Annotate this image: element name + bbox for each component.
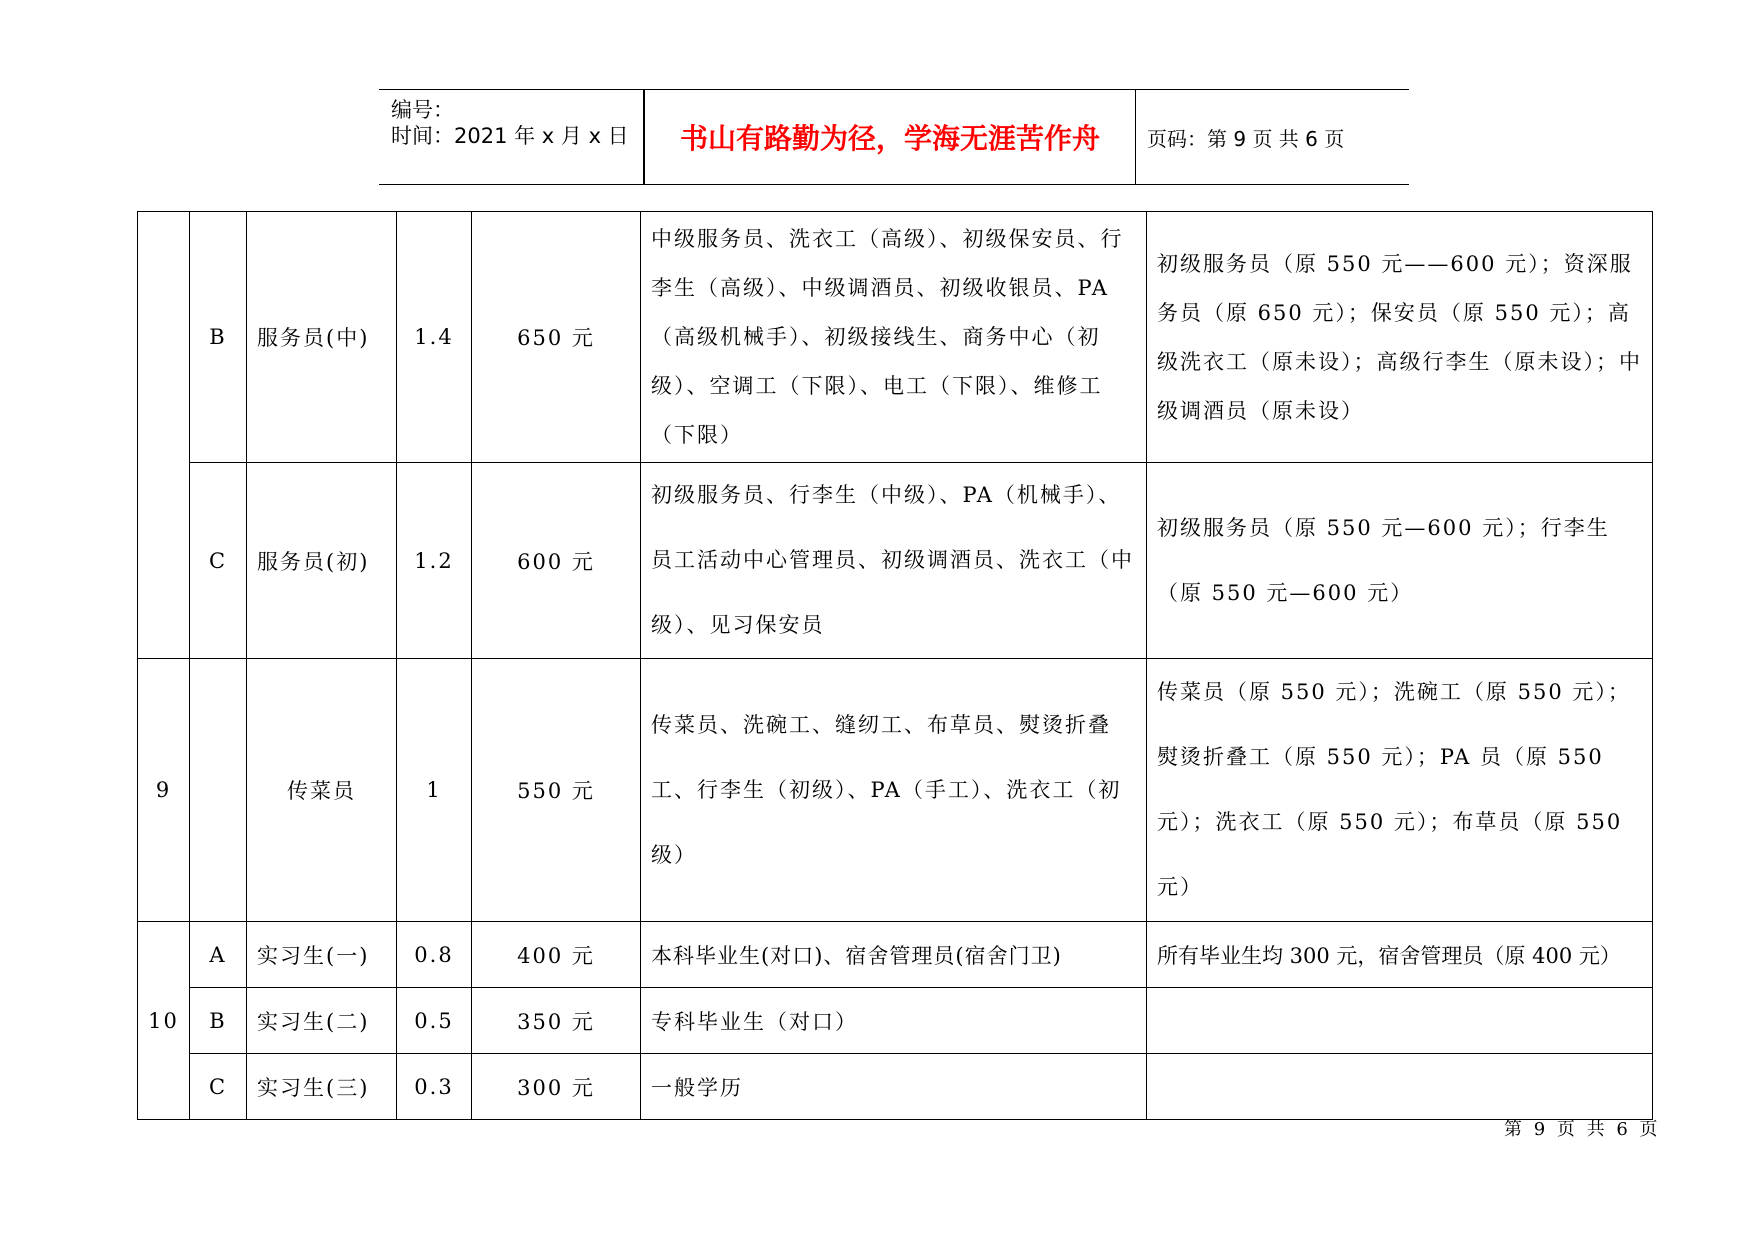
salary-cell: 650 元 (472, 212, 641, 463)
notes-cell: 所有毕业生均 300 元，宿舍管理员（原 400 元） (1147, 922, 1653, 988)
coefficient-cell: 1.4 (397, 212, 472, 463)
table-row (138, 988, 1653, 1054)
title-cell: 服务员(中) (247, 212, 397, 463)
table-row (138, 922, 1653, 988)
table-row (138, 463, 1653, 659)
title-cell: 传菜员 (247, 659, 397, 922)
positions-cell: 本科毕业生(对口)、宿舍管理员(宿舍门卫) (641, 922, 1147, 988)
salary-cell: 300 元 (472, 1054, 641, 1120)
salary-grade-table (137, 211, 1653, 1120)
coefficient-cell: 0.8 (397, 922, 472, 988)
positions-cell: 传菜员、洗碗工、缝纫工、布草员、熨烫折叠工、行李生（初级）、PA（手工）、洗衣工（初级） (641, 659, 1147, 922)
page-label: 页码：第 9 页 共 6 页 (1147, 126, 1345, 151)
table-row (138, 659, 1653, 922)
page-footer: 第 9 页 共 6 页 (1504, 1119, 1661, 1140)
rank-number-cell (138, 212, 190, 659)
grade-cell: C (190, 1054, 247, 1120)
table-row (138, 1054, 1653, 1120)
coefficient-cell: 0.3 (397, 1054, 472, 1120)
notes-cell: 传菜员（原 550 元）；洗碗工（原 550 元）；熨烫折叠工（原 550 元）；PA 员（原 550 元）；洗衣工（原 550 元）；布草员（原 550 元） (1147, 659, 1653, 922)
positions-cell: 初级服务员、行李生（中级）、PA（机械手）、员工活动中心管理员、初级调酒员、洗衣工（中级）、见习保安员 (641, 463, 1147, 659)
coefficient-cell: 1.2 (397, 463, 472, 659)
grade-cell: B (190, 988, 247, 1054)
grade-cell: A (190, 922, 247, 988)
title-cell: 实习生(三) (247, 1054, 397, 1120)
table-row (138, 212, 1653, 463)
title-cell: 服务员(初) (247, 463, 397, 659)
positions-cell: 专科毕业生（对口） (641, 988, 1147, 1054)
number-label: 编号： (391, 98, 454, 122)
document-header (379, 89, 1409, 185)
header-page-cell (1135, 90, 1409, 184)
title-cell: 实习生(二) (247, 988, 397, 1054)
grade-cell: B (190, 212, 247, 463)
positions-cell: 一般学历 (641, 1054, 1147, 1120)
time-label: 时间：2021 年 x 月 x 日 (391, 124, 629, 148)
rank-number-cell: 9 (138, 659, 190, 922)
salary-cell: 400 元 (472, 922, 641, 988)
notes-cell (1147, 988, 1653, 1054)
title-cell: 实习生(一) (247, 922, 397, 988)
rank-number-cell: 10 (138, 922, 190, 1120)
grade-cell: C (190, 463, 247, 659)
notes-cell: 初级服务员（原 550 元——600 元）；资深服务员（原 650 元）；保安员（原 550 元）；高级洗衣工（原未设）；高级行李生（原未设）；中级调酒员（原未设） (1147, 212, 1653, 463)
header-motto-cell (643, 90, 1136, 184)
grade-cell (190, 659, 247, 922)
coefficient-cell: 0.5 (397, 988, 472, 1054)
coefficient-cell: 1 (397, 659, 472, 922)
salary-cell: 350 元 (472, 988, 641, 1054)
header-meta (379, 90, 643, 184)
notes-cell (1147, 1054, 1653, 1120)
notes-cell: 初级服务员（原 550 元—600 元）；行李生（原 550 元—600 元） (1147, 463, 1653, 659)
salary-cell: 600 元 (472, 463, 641, 659)
motto-text: 书山有路勤为径，学海无涯苦作舟 (679, 122, 1100, 155)
positions-cell: 中级服务员、洗衣工（高级）、初级保安员、行李生（高级）、中级调酒员、初级收银员、PA（高级机械手）、初级接线生、商务中心（初级）、空调工（下限）、电工（下限）、维修工（下限） (641, 212, 1147, 463)
salary-cell: 550 元 (472, 659, 641, 922)
